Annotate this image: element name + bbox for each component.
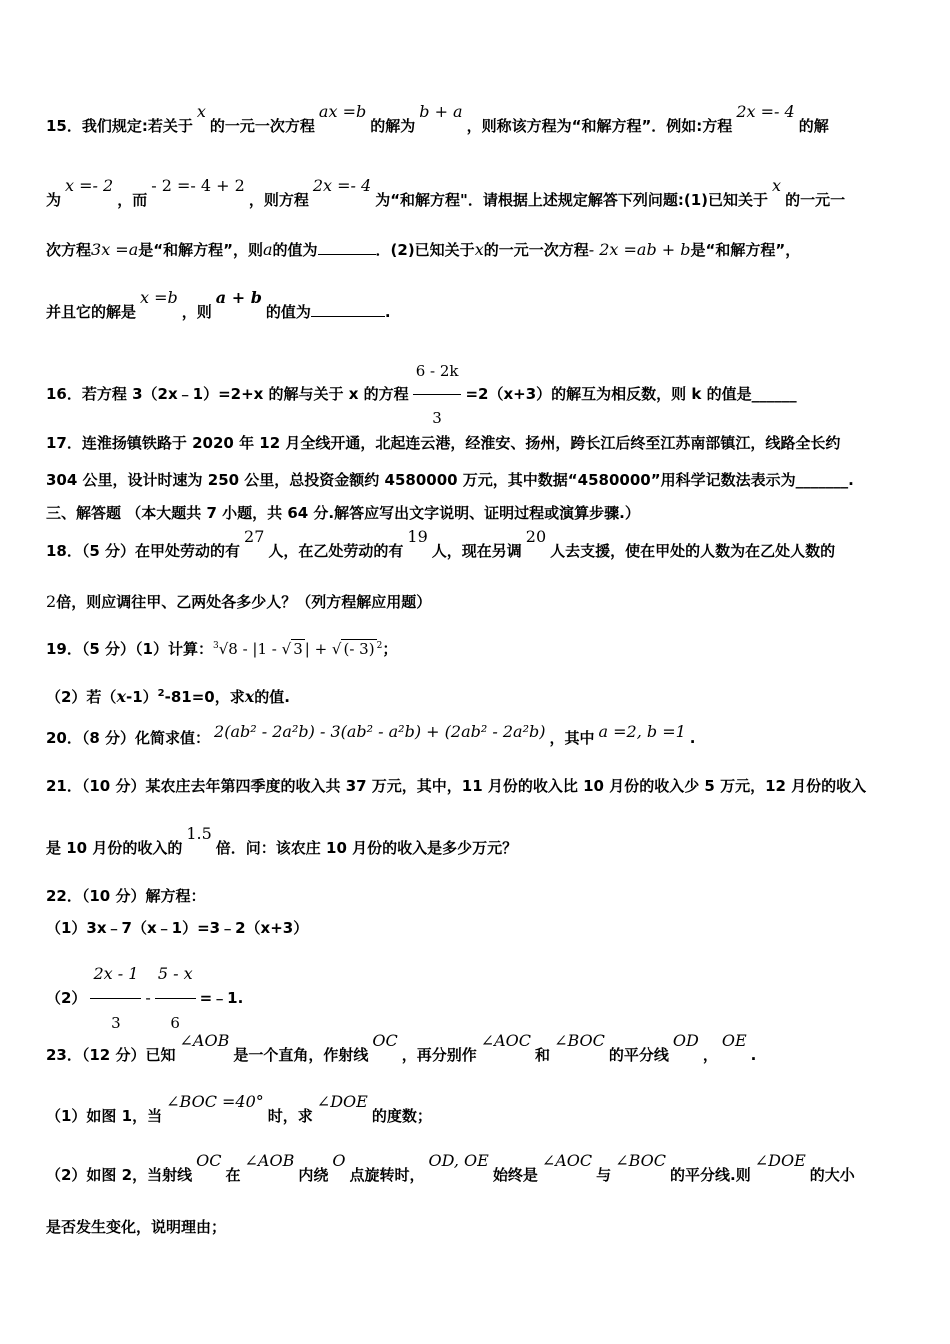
- q22-part-1: （1）3x﹣7（x﹣1）=3﹣2（x+3）: [46, 919, 309, 937]
- q18-line-1: 18．（5 分）在甲处劳动的有27人，在乙处劳动的有19人，现在另调20人去支援，使在甲处的人数为在乙处人数的: [46, 527, 836, 560]
- q15-line-4: 并且它的解是x =b，则a + b的值为 .: [46, 288, 391, 321]
- answer-blank-2[interactable]: [311, 302, 385, 317]
- q15-line-2: 为x =- 2，而- 2 =- 4 + 2，则方程2x =- 4为“和解方程"．请根据上述规定解答下列问题:(1)已知关于x的一元一: [46, 176, 846, 209]
- q19-expression: $^3$√8 - |1 - √ 3 | + √ (- 3) $^2$: [212, 640, 383, 658]
- q19-line-1: 19．（5 分）（1）计算：$^3$√8 - |1 - √ 3 | + √ (- 3) $^2$；: [46, 640, 398, 658]
- answer-blank-3[interactable]: ______: [751, 385, 797, 403]
- q23-line-1: 23．（12 分）已知∠AOB是一个直角，作射线OC，再分别作∠AOC和∠BOC的平分线OD，OE.: [46, 1031, 757, 1064]
- q18-line-2: 2倍，则应调往甲、乙两处各多少人？（列方程解应用题）: [46, 592, 432, 611]
- q22-fraction-1: $\frac{2x - 1}{3}$: [90, 952, 141, 1045]
- section-heading: 三、解答题 （本大题共 7 小题，共 64 分.解答应写出文字说明、证明过程或演算步骤.）: [46, 504, 640, 522]
- q16-fraction: $\frac{6 - 2k}{3}$: [413, 350, 462, 439]
- q22-fraction-2: $\frac{5 - x}{6}$: [155, 952, 196, 1045]
- q21-line-1: 21．（10 分）某农庄去年第四季度的收入共 37 万元，其中，11 月份的收入比 10 月份的收入少 5 万元，12 月份的收入: [46, 777, 867, 795]
- q23-part-2: （2）如图 2，当射线OC在∠AOB内绕O点旋转时，OD, OE始终是∠AOC与∠BOC的平分线.则∠DOE的大小: [46, 1151, 855, 1184]
- q19-line-2: （2）若$(x-1)^2-81=0$，求x的值.: [46, 687, 290, 706]
- q15-line-1: 15．我们规定:若关于x的一元一次方程ax =b的解为b + a，则称该方程为“和解方程”．例如:方程2x =- 4的解: [46, 102, 829, 135]
- q17-line-1: 17．连淮扬镇铁路于 2020 年 12 月全线开通，北起连云港，经淮安、扬州，跨长江后终至江苏南部镇江，线路全长约: [46, 434, 841, 452]
- q21-line-2: 是 10 月份的收入的1.5倍．问：该农庄 10 月份的收入是多少万元？: [46, 824, 518, 857]
- q15-line-3: 次方程3x =a是“和解方程”，则a的值为 ．(2)已知关于x的一元一次方程- 2x =ab + b是“和解方程”，: [46, 240, 801, 259]
- q23-part-1: （1）如图 1，当∠BOC =40°时，求∠DOE的度数；: [46, 1092, 432, 1125]
- q20-line: 20．（8 分）化简求值： 2(ab² - 2a²b) - 3(ab² - a²b) + (2ab² - 2a²b) ，其中 a =2, b =1 .: [46, 722, 696, 747]
- q22-part-2: （2） $\frac{2x - 1}{3}$ - $\frac{5 - x}{6}$ =﹣1.: [46, 952, 243, 1045]
- answer-blank-1[interactable]: [318, 240, 376, 255]
- q22-title: 22．（10 分）解方程：: [46, 887, 206, 905]
- q23-part-2-line-2: 是否发生变化，说明理由；: [46, 1218, 227, 1236]
- q17-line-2: 304 公里，设计时速为 250 公里，总投资金额约 4580000 万元，其中数据“4580000”用科学记数法表示为_______.: [46, 471, 854, 489]
- answer-blank-4[interactable]: _______: [795, 471, 849, 489]
- q16-line: 16．若方程 3（2x﹣1）=2+x 的解与关于 x 的方程 $\frac{6 - 2k}{3}$ =2（x+3）的解互为相反数，则 k 的值是______: [46, 350, 797, 439]
